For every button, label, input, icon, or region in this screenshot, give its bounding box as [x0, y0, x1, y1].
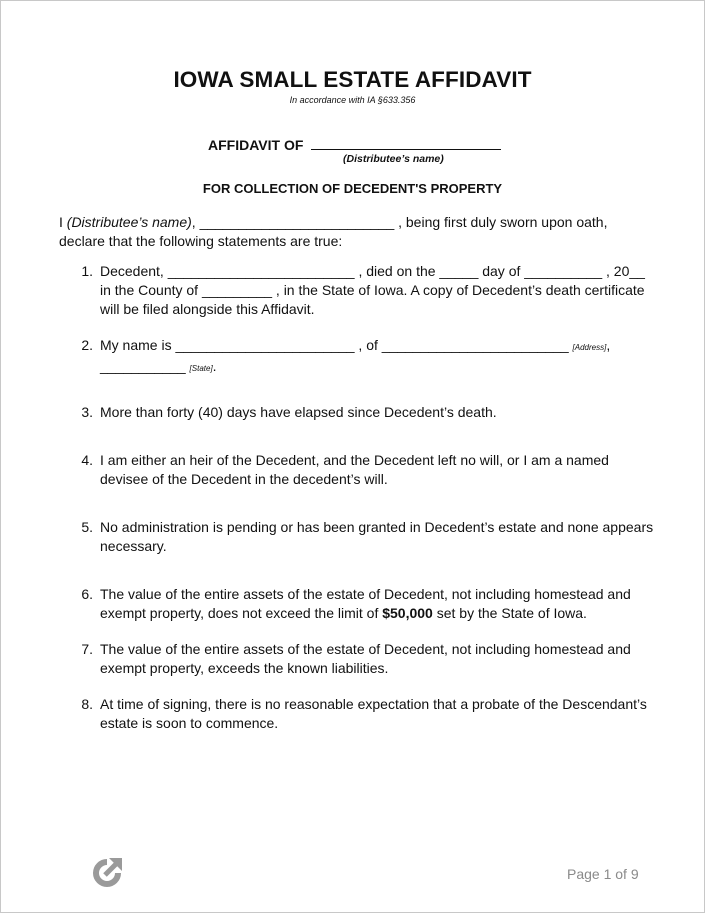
estate-limit-amount: $50,000 — [382, 605, 433, 621]
list-item-content: The value of the entire assets of the estate of Decedent, not including homestead and exempt property, does not exceed the limit of $50,000 set by the State of Iowa. — [100, 586, 631, 621]
list-item-content: I am either an heir of the Decedent, and the Decedent left no will, or I am a named devisee of the Decedent in the decedent’s will. — [100, 452, 609, 487]
list-item-content: More than forty (40) days have elapsed since Decedent’s death. — [100, 404, 497, 420]
list-item-number: 8. — [81, 696, 93, 712]
intro-paragraph — [59, 213, 607, 251]
list-item-content: My name is _______________________ , of ________________________ [Address], ___________ [State]. — [100, 337, 611, 374]
intro-line-1: I (Distributee’s name), _________________________ , being first duly sworn upon oath, — [59, 214, 608, 230]
list-item-number: 1. — [81, 263, 93, 279]
list-item-number: 2. — [81, 337, 93, 353]
document-title: IOWA SMALL ESTATE AFFIDAVIT — [173, 67, 532, 92]
distributee-name-caption: (Distributee’s name) — [343, 153, 444, 165]
address-caption: [Address] — [572, 343, 607, 352]
list-item-content: At time of signing, there is no reasonable expectation that a probate of the Descendant’s estate is soon to commence. — [100, 696, 647, 731]
list-item-number: 4. — [81, 452, 93, 468]
page-number: Page 1 of 9 — [567, 866, 639, 882]
list-item-content: Decedent, ________________________ , died on the _____ day of __________ , 20__ in the County of _________ , in the State of Iowa. A copy of Decedent’s death certificate will be filed alongside this Affidavit. — [100, 263, 645, 317]
list-item-number: 3. — [81, 404, 93, 420]
document-subtitle: In accordance with IA §633.356 — [289, 95, 416, 105]
intro-italic-caption: (Distributee’s name) — [66, 214, 192, 230]
list-item-content: The value of the entire assets of the estate of Decedent, not including homestead and exempt property, exceeds the known liabilities. — [100, 641, 631, 676]
document-subheading: FOR COLLECTION OF DECEDENT'S PROPERTY — [202, 181, 503, 196]
list-item-content: No administration is pending or has been granted in Decedent’s estate and none appears necessary. — [100, 519, 654, 554]
list-item-number: 6. — [81, 586, 93, 602]
list-item-number: 7. — [81, 641, 93, 657]
arrow-logo-icon — [91, 856, 123, 890]
affidavit-of-heading — [208, 136, 501, 153]
distributee-name-blank — [311, 136, 501, 150]
list-item-number: 5. — [81, 519, 93, 535]
state-caption: [State] — [189, 364, 213, 373]
affidavit-of-label: AFFIDAVIT OF — [208, 137, 304, 153]
intro-line-2: declare that the following statements are true: — [59, 233, 343, 249]
